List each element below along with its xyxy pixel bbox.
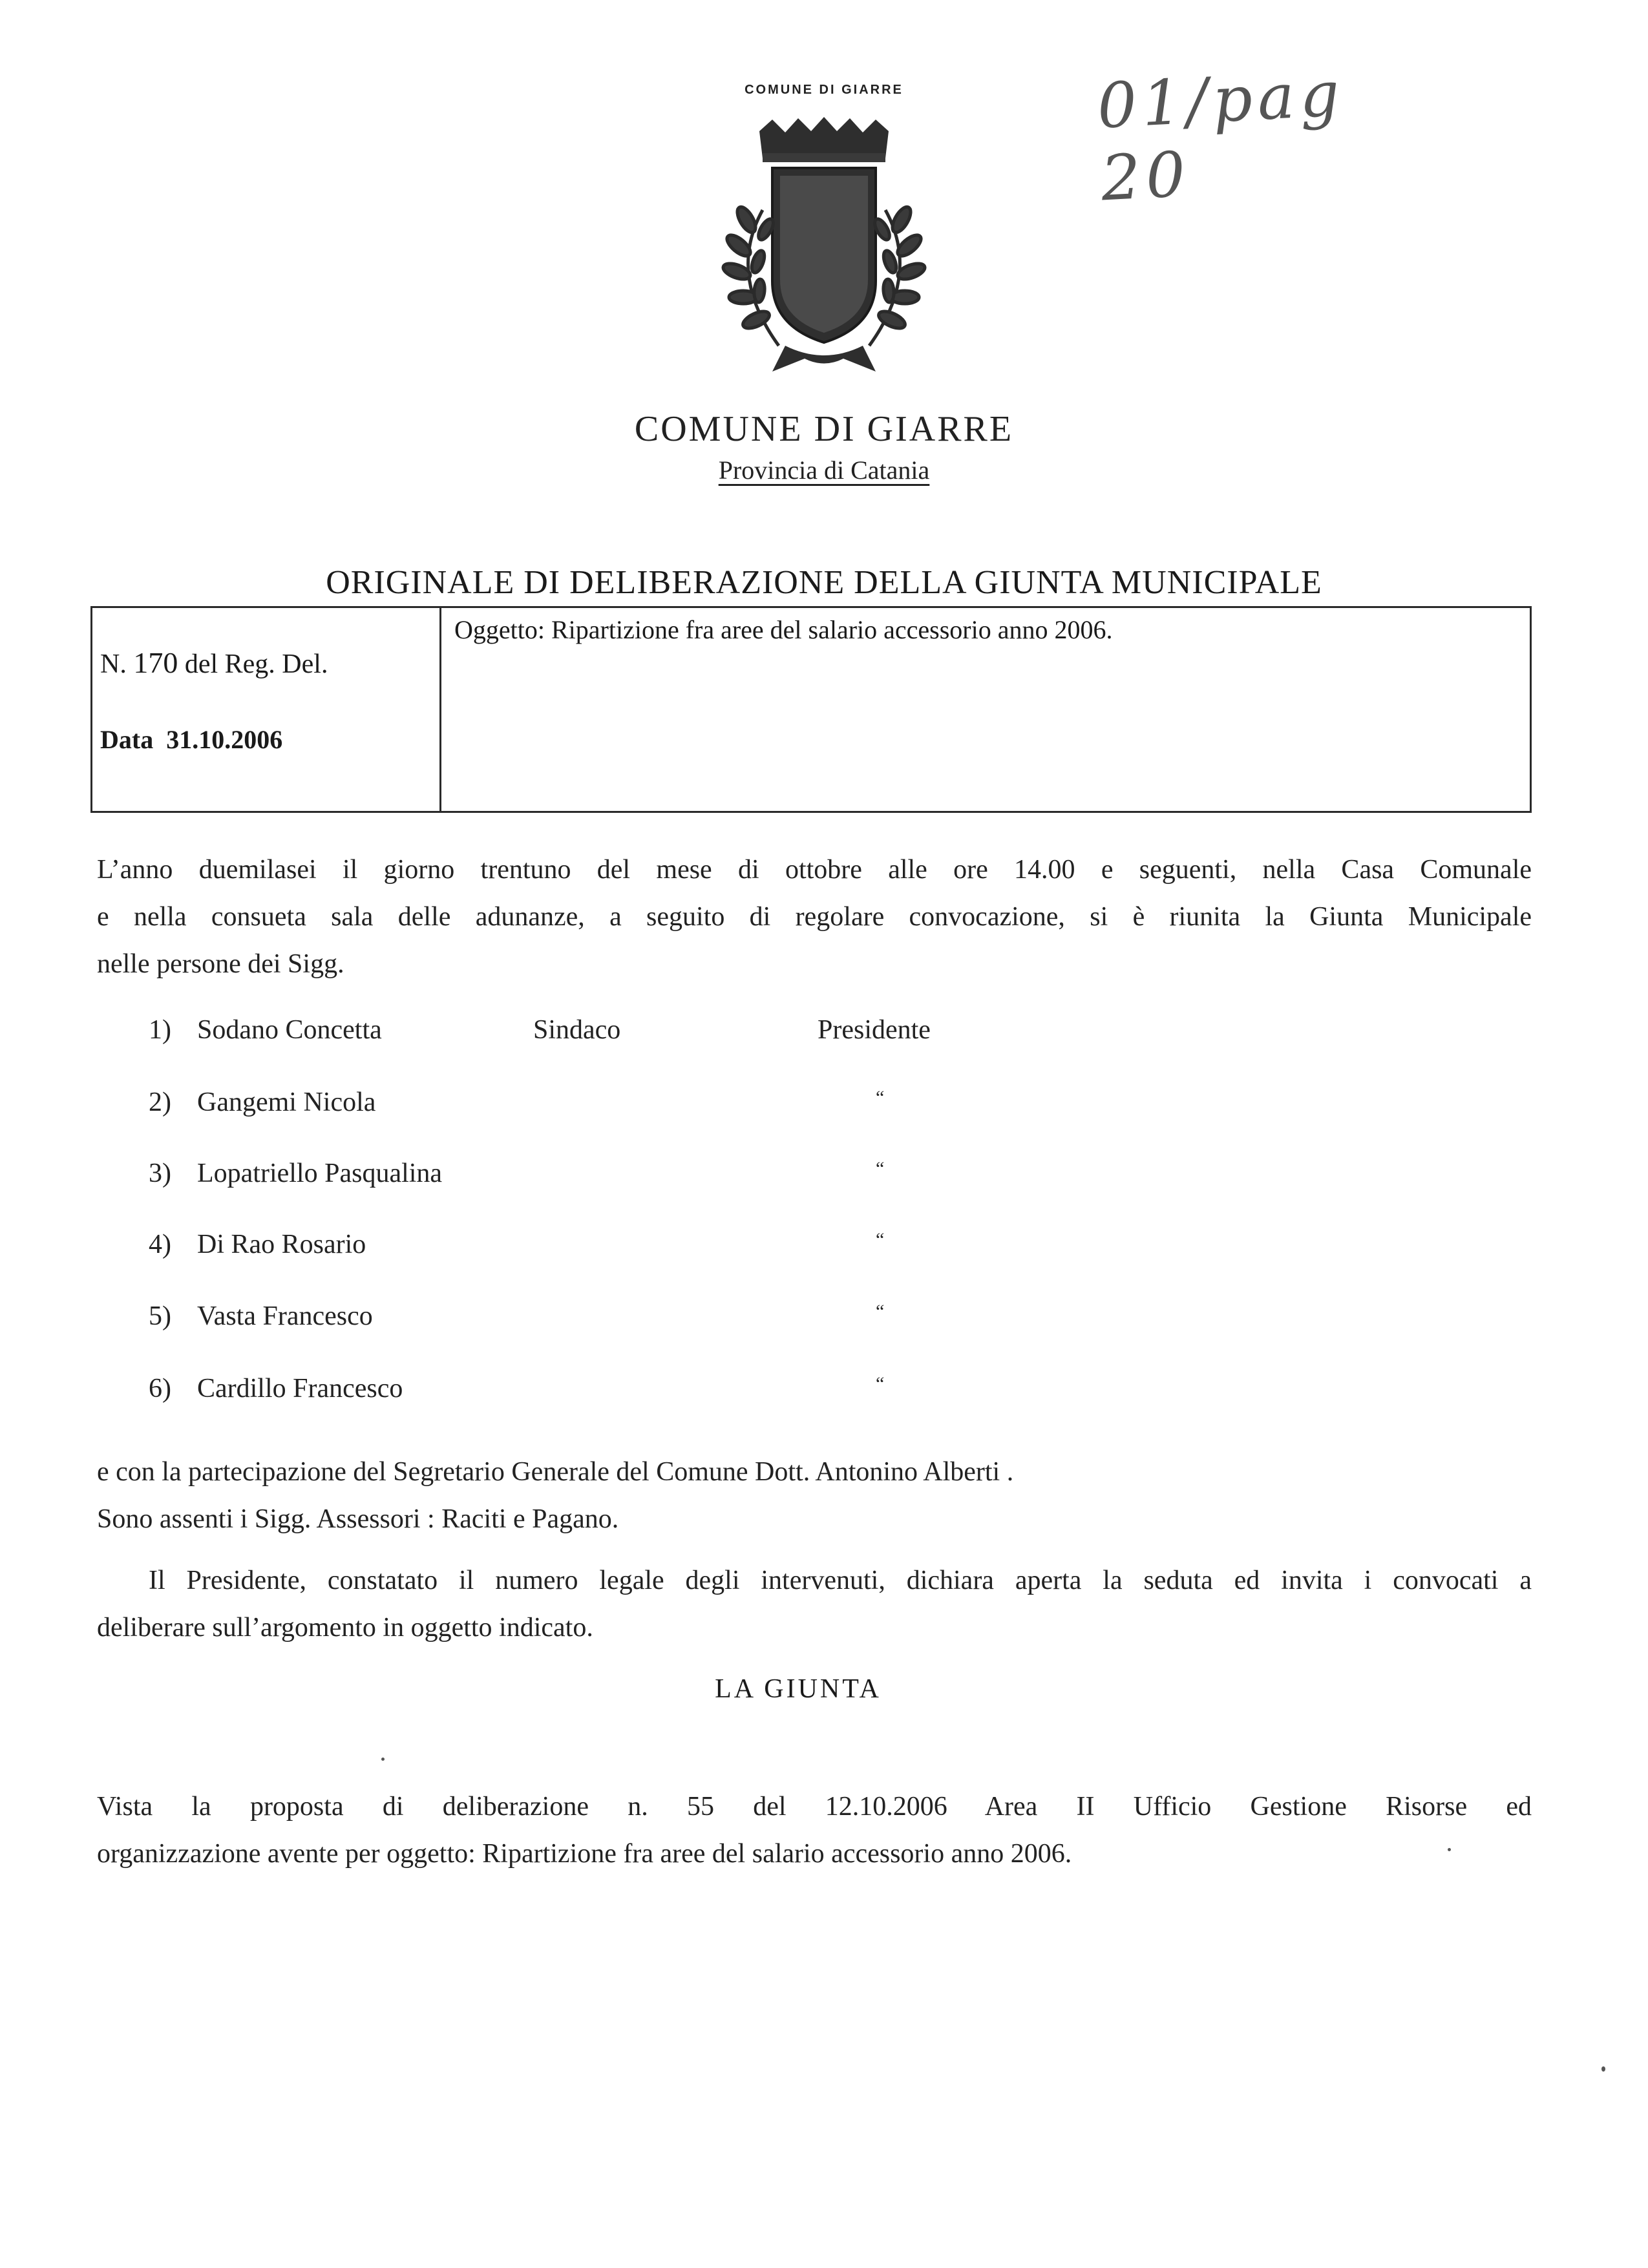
member-row: 5) Vasta Francesco “ [149, 1301, 885, 1331]
participation-paragraph [97, 1449, 1532, 1543]
registration-box [90, 606, 1532, 813]
intro-paragraph [97, 846, 1532, 988]
proposal-paragraph [97, 1783, 1532, 1878]
registration-date: Data 31.10.2006 [100, 725, 283, 754]
intro-line-2: e nella consueta sala delle adunanze, a seguito di regolare convocazione, si è riunita la Giunta Municipale [97, 902, 1532, 932]
participation-line-1: e con la partecipazione del Segretario Generale del Comune Dott. Antonino Alberti . [97, 1457, 1014, 1487]
crest-caption: COMUNE DI GIARRE [745, 83, 903, 97]
member-row: 1) Sodano Concetta Sindaco Presidente [149, 1015, 931, 1045]
member-row: 3) Lopatriello Pasqualina “ [149, 1158, 885, 1188]
proposal-line-2: organizzazione avente per oggetto: Ripartizione fra aree del salario accessorio anno 2006. [97, 1839, 1072, 1869]
section-title: LA GIUNTA [715, 1674, 882, 1704]
document-heading: ORIGINALE DI DELIBERAZIONE DELLA GIUNTA MUNICIPALE [326, 564, 1322, 601]
intro-line-1: L’anno duemilasei il giorno trentuno del mese di ottobre alle ore 14.00 e seguenti, nella Casa Comunale [97, 855, 1532, 885]
president-paragraph [97, 1557, 1532, 1652]
municipality-title: COMUNE DI GIARRE [634, 409, 1014, 449]
scan-speck [1448, 1848, 1451, 1851]
participation-line-2: Sono assenti i Sigg. Assessori : Raciti e Pagano. [97, 1504, 619, 1534]
subject-text: Oggetto: Ripartizione fra aree del salario accessorio anno 2006. [454, 615, 1113, 644]
member-row: 2) Gangemi Nicola “ [149, 1087, 885, 1117]
handwritten-page-note: 01/pag 20 [1095, 57, 1347, 215]
registration-number: N. 170 del Reg. Del. [100, 646, 328, 679]
scan-speck [381, 1758, 385, 1761]
province-subtitle: Provincia di Catania [718, 456, 930, 485]
proposal-line-1: Vista la proposta di deliberazione n. 55 del 12.10.2006 Area II Ufficio Gestione Risorse ed [97, 1792, 1532, 1822]
registration-left-cell [92, 608, 441, 811]
president-line-1: Il Presidente, constatato il numero legale degli intervenuti, dichiara aperta la seduta ed invita i convocati a [149, 1566, 1532, 1595]
intro-line-3: nelle persone dei Sigg. [97, 949, 344, 979]
president-line-2: deliberare sull’argomento in oggetto indicato. [97, 1613, 593, 1643]
member-row: 4) Di Rao Rosario “ [149, 1229, 885, 1259]
member-row: 6) Cardillo Francesco “ [149, 1373, 885, 1403]
scan-speck [1601, 2066, 1605, 2072]
coat-of-arms-icon [682, 113, 966, 384]
